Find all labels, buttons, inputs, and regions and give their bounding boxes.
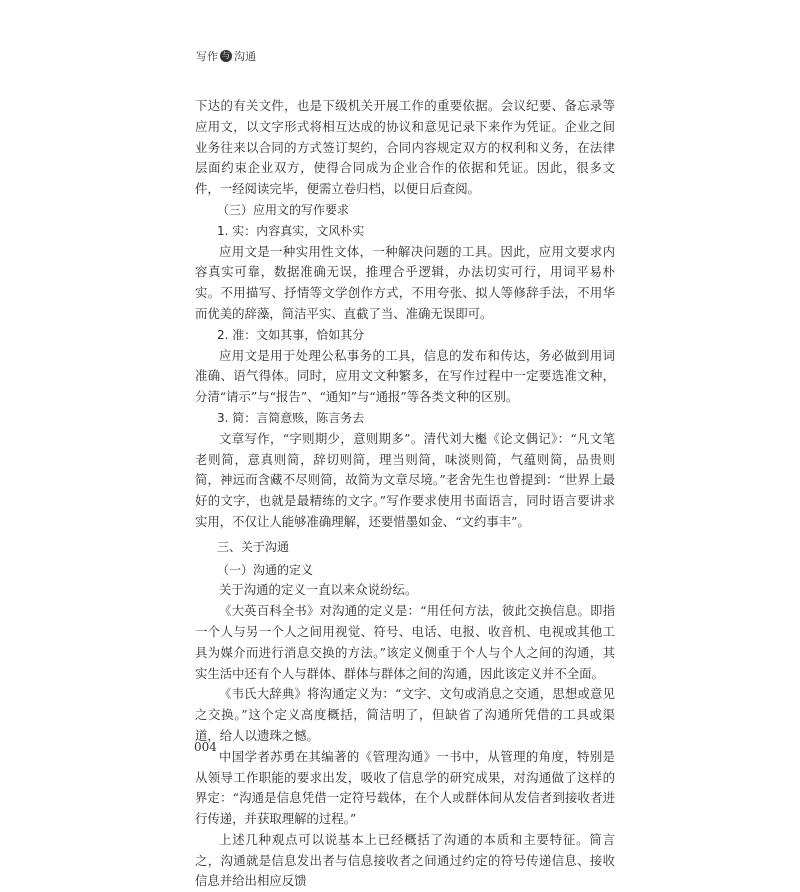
- subheading-truthful: 1. 实：内容真实，文风朴实: [217, 223, 365, 238]
- ampersand-badge-icon: 与: [222, 51, 230, 60]
- paragraph-definition-intro: 关于沟通的定义一直以来众说纷纭。: [219, 582, 418, 598]
- paragraph-britannica: 《大英百科全书》对沟通的定义是：“用任何方法，彼此交换信息。即指一个人与另一个人之间用视觉、符号、电话、电报、收音机、电视或其他工具为媒介而进行消息交换的方法。”该定义侧重于个人与个人之间的沟通，其实生活中还有个人与群体、群体与群体之间的沟通，因此该定义并不全面。: [195, 603, 615, 681]
- paragraph-truthful: 应用文是一种实用性文体，一种解决问题的工具。因此，应用文要求内容真实可靠，数据准确无误，推理合乎逻辑，办法切实可行，用词平易朴实。不用描写、抒情等文学创作方式，不用夸张、拟人等修辞手法，不用华而优美的辞藻，简洁平实、直截了当、准确无误即可。: [195, 243, 615, 321]
- paragraph-su-yong: 中国学者苏勇在其编著的《管理沟通》一书中，从管理的角度，特别是从领导工作职能的要求出发，吸收了信息学的研究成果，对沟通做了这样的界定：“沟通是信息凭借一定符号载体，在个人或群体间从发信者到接收者进行传递，并获取理解的过程。”: [195, 748, 615, 827]
- section-heading-writing-requirements: （三）应用文的写作要求: [217, 202, 350, 217]
- paragraph-concise: 文章写作，“字则期少，意则期多”。清代刘大櫆《论文偶记》：“凡文笔老则简，意真则简，辞切则简，理当则简，味淡则简，气蕴则简，品贵则简，神远而含藏不尽则简，故简为文章尽境。”老舍先生也曾提到：“世界上最好的文字，也就是最精练的文字。”写作要求使用书面语言，同时语言要讲求实用，不仅让人能够准确理解，还要惜墨如金、“文约事丰”。: [195, 430, 615, 529]
- header-title-left: 写作: [196, 50, 218, 63]
- header-title-right: 沟通: [234, 50, 256, 63]
- subheading-concise: 3. 简：言简意赅，陈言务去: [217, 410, 365, 425]
- page-body: [195, 96, 615, 892]
- subheading-accurate: 2. 准：文如其事，恰如其分: [217, 327, 365, 342]
- page-number: 004: [194, 740, 217, 754]
- chapter-heading-communication: 三、关于沟通: [217, 539, 290, 554]
- paragraph-continued: 下达的有关文件，也是下级机关开展工作的重要依据。会议纪要、备忘录等应用文，以文字形式将相互达成的协议和意见记录下来作为凭证。企业之间业务往来以合同的方式签订契约，合同内容规定双方的权利和义务，在法律层面约束企业双方，使得合同成为企业合作的依据和凭证。因此，很多文件，一经阅读完毕，便需立卷归档，以便日后查阅。: [195, 98, 615, 197]
- running-header: [196, 48, 256, 64]
- paragraph-summary: 上述几种观点可以说基本上已经概括了沟通的本质和主要特征。简言之，沟通就是信息发出者与信息接收者之间通过约定的符号传递信息、接收信息并给出相应反馈: [195, 831, 615, 889]
- section-heading-definition: （一）沟通的定义: [217, 562, 314, 577]
- paragraph-webster: 《韦氏大辞典》将沟通定义为：“文字、文句或消息之交通，思想或意见之交换。”这个定义高度概括，简洁明了，但缺省了沟通所凭借的工具或渠道，给人以遗珠之憾。: [195, 686, 615, 743]
- paragraph-accurate: 应用文是用于处理公私事务的工具，信息的发布和传达，务必做到用词准确、语气得体。同时，应用文文种繁多，在写作过程中一定要选准文种，分清“请示”与“报告”、“通知”与“通报”等各类文种的区别。: [195, 347, 615, 405]
